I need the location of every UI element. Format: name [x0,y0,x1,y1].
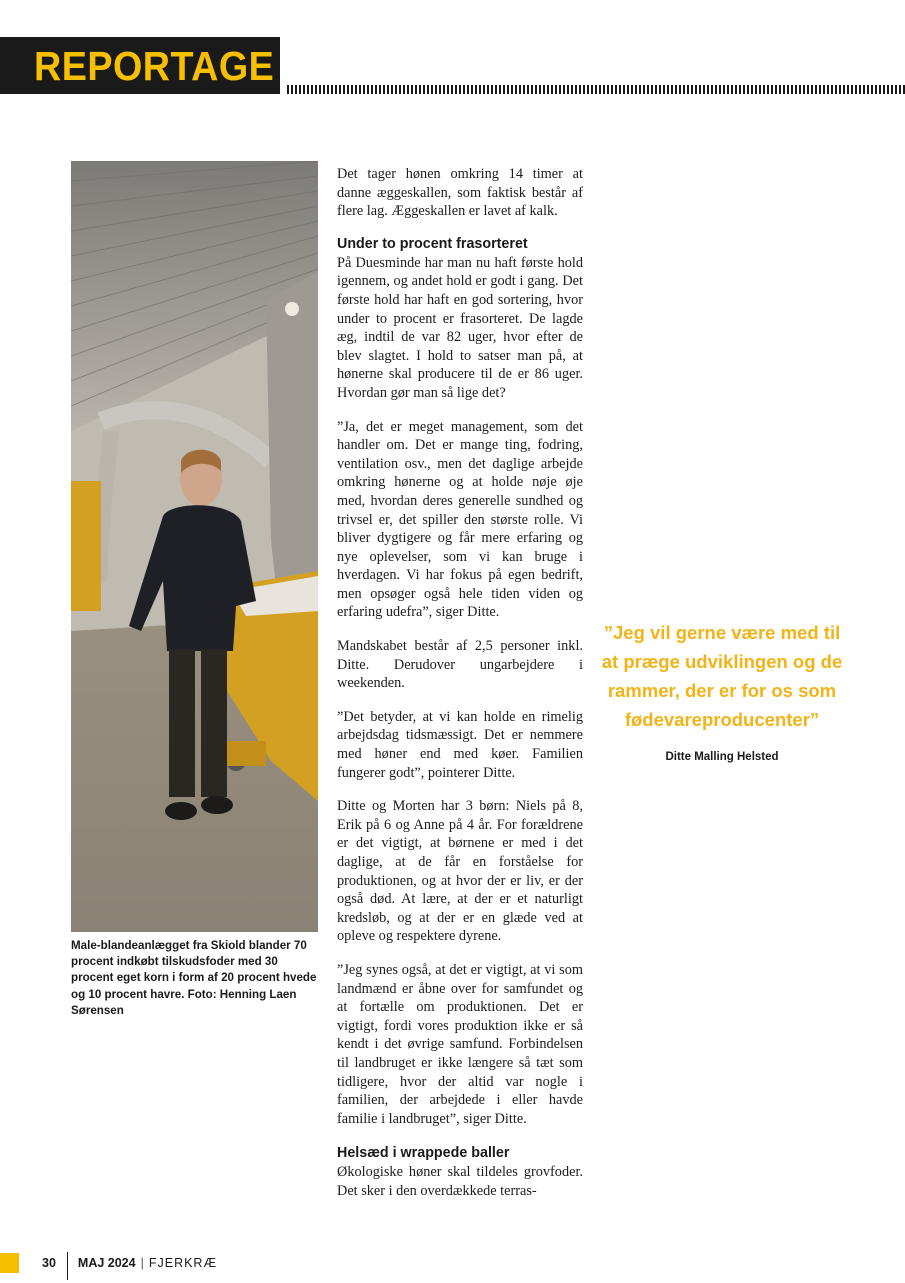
magazine-name: FJERKRÆ [148,1256,217,1270]
header-rule [287,85,905,94]
paragraph: ”Jeg synes også, at det er vigtigt, at vi som landmænd er åbne over for samfundet og at fortælle om produktionen. Det er vigtigt, fordi vores produktion ikke er så kendt i det øvrige samfund. Forbindelsen til landbruget er ikke længere så tæt som tidligere, hvor der altid var nogle i familien, der arbejdede i eller havde familie i landbruget”, siger Ditte. [337,961,583,1127]
footer-accent-block [0,1253,19,1273]
page-footer [42,1254,217,1272]
section-title: REPORTAGE [34,43,275,89]
photo-illustration [71,161,318,932]
subheading-helsaed: Helsæd i wrappede baller [337,1145,510,1162]
paragraph: Mandskabet består af 2,5 personer inkl. Ditte. Derudover ungarbejdere i weekenden. [337,638,583,692]
quote-author: Ditte Malling Helsted [665,751,779,763]
issue-date: MAJ 2024 [77,1256,136,1270]
article-intro: Det tager hønen omkring 14 timer at danne æggeskallen, som faktisk består af flere lag. Æggeskallen er lavet af kalk. [337,166,583,220]
pull-quote: ”Jeg vil gerne være med til at præge udviklingen og de rammer, der er for os som fødevareproducenter” [601,622,843,730]
footer-divider [67,1252,68,1280]
paragraph: På Duesminde har man nu haft første hold igennem, og andet hold er godt i gang. Det første hold har haft en god sortering, hvor under to procent er frasorteret. De lagde æg, indtil de var 82 uger, hvor efter de blev slagtet. I hold to satser man på, at hønerne skal producere til de er 86 uger. Hvordan gør man så lige det? [337,254,583,401]
paragraph: ”Det betyder, at vi kan holde en rimelig arbejdsdag tidsmæssigt. Det er nemmere med høner end med køer. Familien fungerer godt”, pointerer Ditte. [337,708,583,781]
photo-caption: Male-blandeanlægget fra Skiold blander 70 procent indkøbt tilskudsfoder med 30 procent eget korn i form af 20 procent hvede og 10 procent havre. Foto: Henning Laen Sørensen [71,939,317,1017]
article-body [337,165,583,1216]
paragraph: ”Ja, det er meget management, som det handler om. Det er mange ting, fodring, ventilation osv., men det daglige arbejde omkring hønerne og at holde nøje øje med, hvordan deres generelle sundhed og trivsel er, det spiller den største rolle. Vi bliver dygtigere og får mere erfaring og nye oplevelser, som vi kan bruge i hverdagen. Vi har fokus på egen bedrift, men opsøger også hele tiden viden og erfaring udefra”, siger Ditte. [337,418,583,621]
footer-separator: | [140,1256,144,1270]
article-photo [71,161,318,932]
paragraph: Ditte og Morten har 3 børn: Niels på 8, Erik på 6 og Anne på 4 år. For forældrene er det vigtigt, at børnene er med i det daglige, at de får en forståelse for produktionen, og at hvor der er liv, er der også død. At lære, at der er et naturligt kredsløb, og at der er en glæde ved at opleve og respektere dyrene. [337,798,583,945]
subheading-frasorteret: Under to procent frasorteret [337,235,528,252]
page-number: 30 [42,1256,56,1270]
paragraph: Økologiske høner skal tildeles grovfoder. Det sker i den overdækkede terras- [337,1164,583,1199]
